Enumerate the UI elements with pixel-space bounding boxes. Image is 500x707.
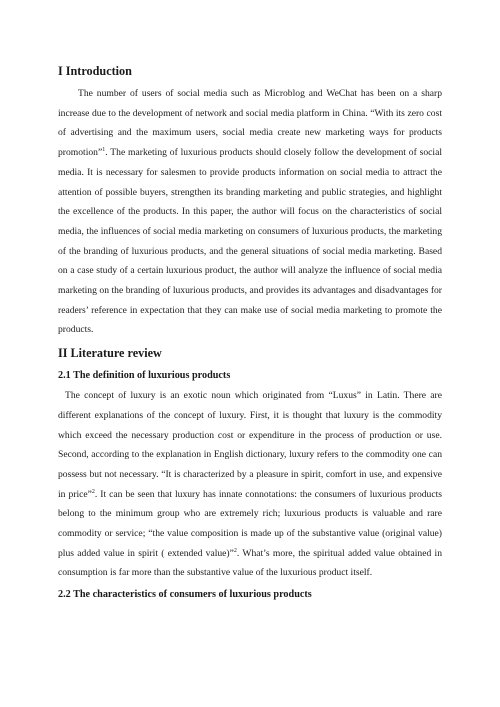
- introduction-paragraph: [58, 84, 442, 340]
- footnote-ref: 2: [91, 488, 95, 495]
- section-heading-introduction: I Introduction: [58, 64, 132, 78]
- subsection-heading-definition: 2.1 The definition of luxurious products: [58, 370, 231, 382]
- subsection-heading-characteristics: 2.2 The characteristics of consumers of luxurious products: [58, 589, 312, 601]
- text-run: The number of users of social media such as Microblog and WeChat has been on a sharp increase due to the development of network and social media platform in China. “With its zero cost of advertising and the maximum users, social media create new marketing ways for products promotion”: [58, 88, 442, 159]
- text-run: The concept of luxury is an exotic noun which originated from “Luxus” in Latin. There are different explanations of the concept of luxury. First, it is thought that luxury is the commodity which exceed the necessary production cost or expenditure in the process of production or use. Second, according to the explanation in English dictionary, luxury refers to the commodity one can possess but not necessary. “It is characterized by a pleasure in spirit, comfort in use, and expensive in price”: [58, 390, 442, 500]
- footnote-ref: 1: [102, 147, 106, 154]
- footnote-ref: 2: [233, 547, 237, 554]
- text-run: . What’s more, the spiritual added value obtained in consumption is far more than the substantive value of the luxurious product itself.: [58, 547, 442, 579]
- text-run: . The marketing of luxurious products should closely follow the development of social media. It is necessary for salesmen to provide products information on social media to attract the attention of possible buyers, strengthen its branding marketing and public strategies, and highlight the excellence of the products. In this paper, the author will focus on the characteristics of social media, the influences of social media marketing on consumers of luxurious products, the marketing of the branding of luxurious products, and the general situations of social media marketing. Based on a case study of a certain luxurious product, the author will analyze the influence of social media marketing on the branding of luxurious products, and provides its advantages and disadvantages for readers’ reference in expectation that they can make use of social media marketing to promote the products.: [58, 147, 442, 336]
- section-heading-literature-review: II Literature review: [58, 346, 162, 361]
- text-run: . It can be seen that luxury has innate connotations: the consumers of luxurious products belong to the minimum group who are extremely rich; luxurious products is valuable and rare commodity or service; “the value composition is made up of the substantive value (original value) plus added value in spirit ( extended value)”: [58, 488, 442, 559]
- definition-paragraph: [58, 386, 442, 583]
